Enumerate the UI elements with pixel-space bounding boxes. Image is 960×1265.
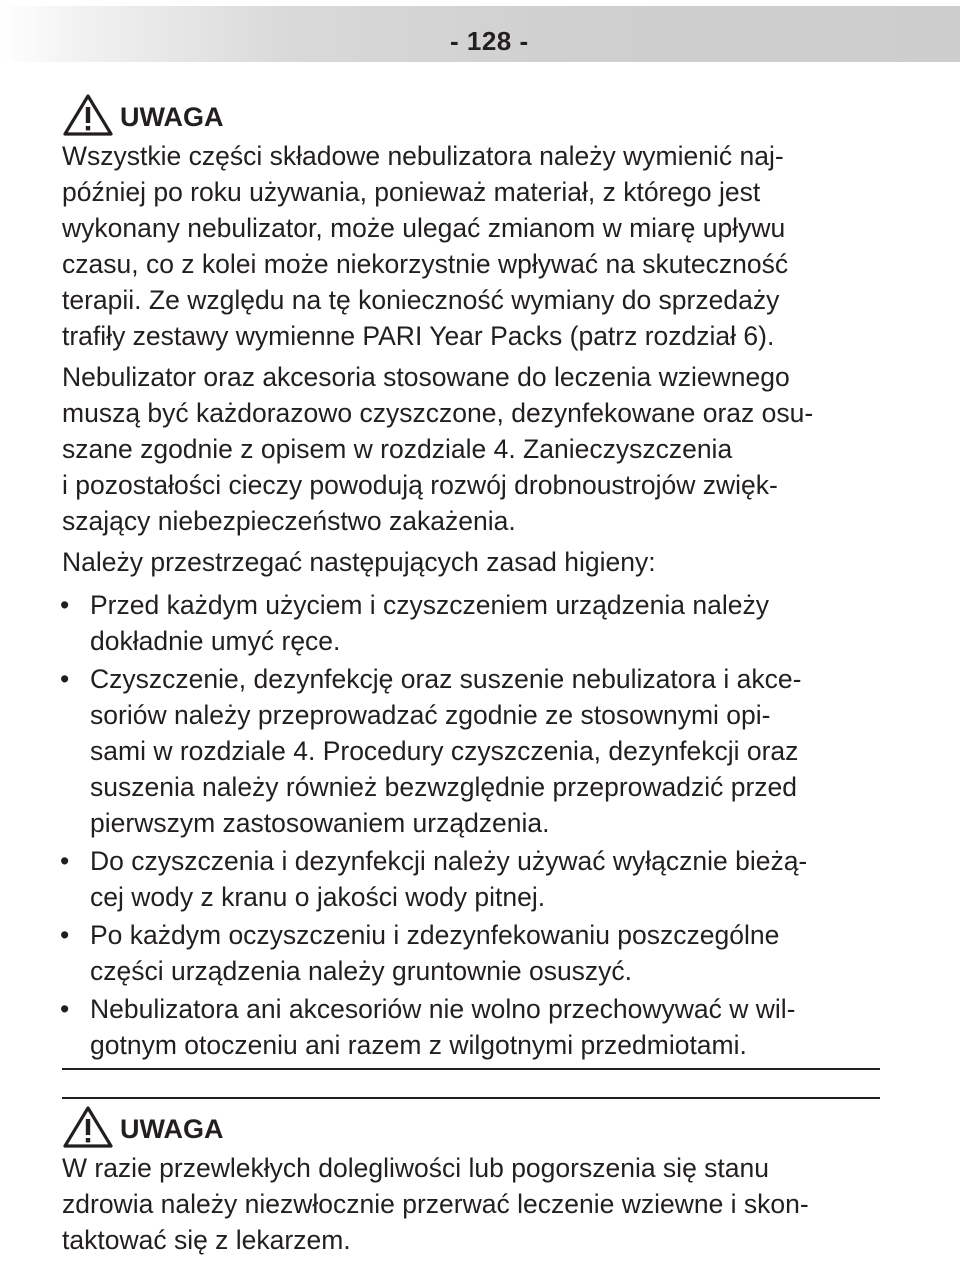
bullet-marker: • [60,664,70,694]
section-divider [62,1097,880,1099]
bullet-line: sami w rozdziale 4. Procedury czyszczenia, dezynfekcji oraz [90,736,799,766]
body-line: szane zgodnie z opisem w rozdziale 4. Zanieczyszczenia [62,434,733,464]
warning-title: UWAGA [120,1113,224,1144]
warning-heading-2 [62,1105,224,1149]
bullet-marker: • [60,846,70,876]
bullet-line: części urządzenia należy gruntownie osuszyć. [90,956,633,986]
warning-triangle-icon [62,1105,114,1149]
body-line: wykonany nebulizator, może ulegać zmianom w miarę upływu [62,213,786,243]
body-line: terapii. Ze względu na tę konieczność wymiany do sprzedaży [62,285,780,315]
body-line: muszą być każdorazowo czyszczone, dezynfekowane oraz osu- [62,398,814,428]
bullet-line: soriów należy przeprowadzać zgodnie ze stosownymi opi- [90,700,771,730]
page-number: - 128 - [450,26,529,56]
section-divider [62,1068,880,1070]
bullet-line: suszenia należy również bezwzględnie przeprowadzić przed [90,772,798,802]
body-line: czasu, co z kolei może niekorzystnie wpływać na skuteczność [62,249,789,279]
body-line: taktować się z lekarzem. [62,1225,351,1255]
bullet-marker: • [60,920,70,950]
body-line: trafiły zestawy wymienne PARI Year Packs (patrz rozdział 6). [62,321,775,351]
bullet-line: Do czyszczenia i dezynfekcji należy używać wyłącznie bieżą- [90,846,808,876]
bullet-marker: • [60,994,70,1024]
bullet-line: gotnym otoczeniu ani razem z wilgotnymi przedmiotami. [90,1030,747,1060]
bullet-line: Po każdym oczyszczeniu i zdezynfekowaniu poszczególne [90,920,780,950]
bullet-line: Przed każdym użyciem i czyszczeniem urządzenia należy [90,590,769,620]
body-line: i pozostałości cieczy powodują rozwój drobnoustrojów zwięk- [62,470,778,500]
body-line: zdrowia należy niezwłocznie przerwać leczenie wziewne i skon- [62,1189,809,1219]
body-line: Wszystkie części składowe nebulizatora należy wymienić naj- [62,141,784,171]
body-line: szający niebezpieczeństwo zakażenia. [62,506,516,536]
bullet-line: cej wody z kranu o jakości wody pitnej. [90,882,546,912]
bullet-line: Czyszczenie, dezynfekcję oraz suszenie nebulizatora i akce- [90,664,802,694]
warning-triangle-icon [62,93,114,137]
body-line: W razie przewlekłych dolegliwości lub pogorszenia się stanu [62,1153,769,1183]
hygiene-intro: Należy przestrzegać następujących zasad higieny: [62,547,656,577]
warning-title: UWAGA [120,101,224,132]
bullet-marker: • [60,590,70,620]
warning-heading-1 [62,93,224,137]
bullet-line: dokładnie umyć ręce. [90,626,341,656]
bullet-line: Nebulizatora ani akcesoriów nie wolno przechowywać w wil- [90,994,796,1024]
body-line: Nebulizator oraz akcesoria stosowane do leczenia wziewnego [62,362,790,392]
bullet-line: pierwszym zastosowaniem urządzenia. [90,808,550,838]
body-line: później po roku używania, ponieważ materiał, z którego jest [62,177,761,207]
